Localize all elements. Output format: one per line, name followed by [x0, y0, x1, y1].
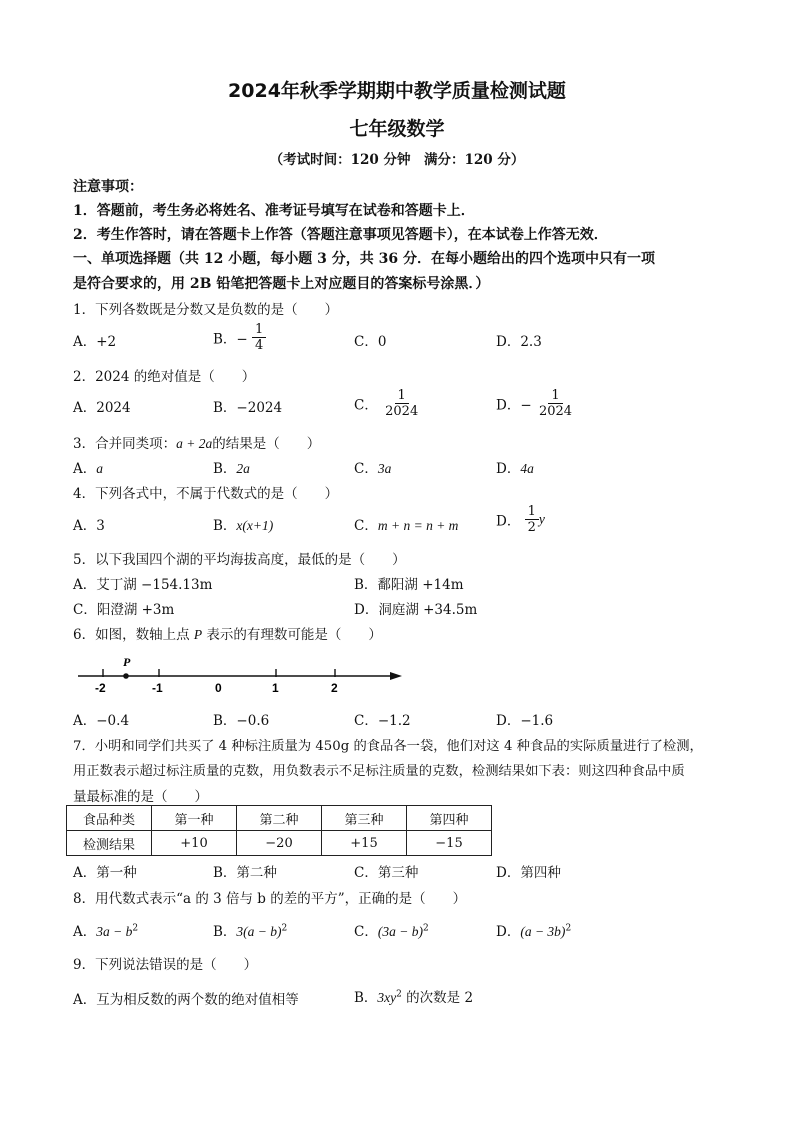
q7-line3: 量最标准的是（ ）: [73, 789, 208, 805]
q4-c-label: C．: [354, 518, 378, 534]
q2-option-c-fraction: [382, 388, 421, 419]
q5-option-a: A．艾丁湖 −154.13m: [73, 577, 213, 593]
point-p-dot: [123, 673, 129, 679]
q3-c-label: C．: [354, 461, 378, 477]
q9-b-label: B．: [354, 990, 378, 1006]
q5-stem: 5．以下我国四个湖的平均海拔高度，最低的是（ ）: [73, 552, 406, 568]
q6-stem-var: P: [193, 627, 203, 642]
q7-line2: 用正数表示超过标注质量的克数，用负数表示不足标注质量的克数，检测结果如下表：则这四种食品中质: [73, 764, 685, 779]
q4-d-var: y: [538, 511, 545, 527]
q3-option-c: [354, 457, 391, 477]
table-header-cell: 食品种类: [67, 806, 152, 831]
table-header-cell: 第一种: [152, 806, 237, 831]
q8-option-b: [213, 920, 287, 940]
q4-stem: 4．下列各式中，不属于代数式的是（ ）: [73, 486, 339, 502]
number-line-figure: [70, 650, 410, 698]
q8-c-exponent: 2: [422, 923, 429, 934]
q1-option-b-fraction: [252, 322, 266, 353]
q9-b-math: 3xy: [377, 990, 397, 1005]
q3-option-a: [73, 457, 103, 477]
table-header-cell: 第二种: [237, 806, 322, 831]
q6-stem-b: 表示的有理数可能是（ ）: [202, 627, 382, 643]
table-cell: +15: [322, 831, 407, 856]
notes-heading: 注意事项：: [73, 179, 143, 195]
q4-option-c: [354, 514, 458, 534]
q3-b-value: 2a: [236, 461, 250, 476]
q2-c-denominator: 2024: [385, 404, 419, 419]
table-cell: −15: [407, 831, 492, 856]
q3-a-label: A．: [73, 461, 97, 477]
table-cell: 检测结果: [67, 831, 152, 856]
q3-option-d: [496, 457, 534, 477]
section1-line1: 一、单项选择题（共 12 小题，每小题 3 分，共 36 分．在每小题给出的四个选项中只有一项: [73, 251, 655, 267]
q3-a-value: a: [96, 461, 103, 476]
point-p-label: P: [123, 655, 131, 669]
q1-option-d: D．2.3: [496, 334, 542, 350]
q3-c-value: 3a: [377, 461, 392, 476]
q3-option-b: [213, 457, 250, 477]
q4-b-label: B．: [213, 518, 237, 534]
q3-stem: [73, 432, 320, 452]
note-item-2: 2．考生作答时，请在答题卡上作答（答题注意事项见答题卡），在本试卷上作答无效．: [73, 227, 608, 243]
tick-label: 1: [272, 681, 279, 695]
q2-option-a: A．2024: [73, 400, 131, 416]
q9-option-a: A．互为相反数的两个数的绝对值相等: [73, 992, 299, 1008]
q8-a-label: A．: [73, 924, 97, 940]
q3-stem-math: a + 2a: [176, 436, 213, 451]
table-header-cell: 第三种: [322, 806, 407, 831]
q8-option-a: [73, 920, 138, 940]
q3-d-label: D．: [496, 461, 521, 477]
q1-option-c: C．0: [354, 334, 387, 350]
q8-b-label: B．: [213, 924, 237, 940]
q8-b-value: 3(a − b): [236, 924, 282, 939]
exam-title: 2024年秋季学期期中教学质量检测试题: [228, 80, 566, 102]
q7-option-a: A．第一种: [73, 865, 137, 881]
table-row: [67, 831, 492, 856]
q2-d-numerator: 1: [548, 388, 562, 404]
q2-option-c: [354, 388, 421, 419]
q7-option-b: B．第二种: [213, 865, 277, 881]
q3-stem-end: 的结果是（ ）: [212, 436, 321, 452]
q5-option-b: B．鄱阳湖 +14m: [354, 577, 464, 593]
exam-subtitle: 七年级数学: [349, 118, 445, 140]
q9-stem: 9．下列说法错误的是（ ）: [73, 957, 258, 973]
q8-d-exponent: 2: [565, 923, 572, 934]
q8-c-value: (3a − b): [377, 924, 423, 939]
q8-d-value: (a − 3b): [520, 924, 566, 939]
q5-option-d: D．洞庭湖 +34.5m: [354, 602, 478, 618]
q8-stem: 8．用代数式表示“a 的 3 倍与 b 的差的平方”，正确的是（ ）: [73, 891, 467, 907]
q8-c-label: C．: [354, 924, 378, 940]
q4-b-value: x(x+1): [236, 518, 274, 533]
q1-b-denominator: 4: [255, 338, 264, 353]
table-cell: +10: [152, 831, 237, 856]
q2-d-denominator: 2024: [538, 404, 573, 419]
q2-c-numerator: 1: [395, 388, 409, 404]
q9-b-end: 的次数是 2: [401, 990, 474, 1006]
q8-a-value: 3a − b: [96, 924, 133, 939]
q2-option-d: [496, 388, 575, 419]
q1-option-a: A．+2: [73, 334, 117, 350]
table-cell: −20: [237, 831, 322, 856]
q6-option-a: A．−0.4: [73, 713, 130, 729]
tick-label: -2: [95, 681, 106, 695]
q6-option-b: B．−0.6: [213, 713, 270, 729]
q4-option-d: [496, 504, 545, 535]
q2-stem: 2．2024 的绝对值是（ ）: [73, 369, 256, 385]
q3-b-label: B．: [213, 461, 237, 477]
q5-option-c: C．阳澄湖 +3m: [73, 602, 175, 618]
q2-option-b: B．−2024: [213, 400, 283, 416]
q2-option-c-prefix: C．: [354, 397, 378, 414]
number-line-arrow: [390, 672, 402, 680]
q4-option-a: A．3: [73, 518, 105, 534]
q6-option-d: D．−1.6: [496, 713, 554, 729]
section1-line2: 是符合要求的，用 2B 铅笔把答题卡上对应题目的答案标号涂黑．）: [73, 276, 490, 292]
tick-label: 2: [331, 681, 338, 695]
tick-label: 0: [215, 681, 222, 695]
note-item-1: 1．答题前，考生务必将姓名、准考证号填写在试卷和答题卡上．: [73, 203, 475, 219]
q2-option-d-prefix: D．−: [496, 397, 532, 414]
q8-option-d: [496, 920, 571, 940]
q4-option-b: [213, 514, 273, 534]
q1-option-b: [213, 322, 266, 353]
q8-option-c: [354, 920, 429, 940]
q1-stem: 1．下列各数既是分数又是负数的是（ ）: [73, 302, 339, 318]
q6-stem: [73, 623, 382, 643]
tick-label: -1: [152, 681, 163, 695]
q4-d-denominator: 2: [527, 520, 536, 535]
q6-option-c: C．−1.2: [354, 713, 411, 729]
q4-d-numerator: 1: [525, 504, 539, 520]
q7-line1: 7．小明和同学们共买了 4 种标注质量为 450g 的食品各一袋，他们对这 4 种食品的实际质量进行了检测，: [73, 739, 703, 754]
q3-d-value: 4a: [520, 461, 534, 476]
q2-option-d-fraction: [536, 388, 575, 419]
table-header-cell: 第四种: [407, 806, 492, 831]
q9-b-exponent: 2: [396, 989, 402, 1000]
q7-option-d: D．第四种: [496, 865, 561, 881]
q9-option-b: [354, 986, 473, 1006]
q8-d-label: D．: [496, 924, 521, 940]
q3-stem-text: 3．合并同类项：: [73, 436, 177, 452]
q4-d-label: D．: [496, 513, 521, 530]
table-header-row: [67, 806, 492, 831]
exam-info: （考试时间：120 分钟 满分：120 分）: [269, 152, 525, 168]
q4-d-fraction: [525, 504, 539, 535]
q1-b-numerator: 1: [252, 322, 266, 338]
q7-option-c: C．第三种: [354, 865, 419, 881]
q6-stem-a: 6．如图，数轴上点: [73, 627, 194, 643]
q4-c-value: m + n = n + m: [377, 518, 459, 533]
q8-b-exponent: 2: [281, 923, 288, 934]
q1-option-b-prefix: B．−: [213, 331, 248, 348]
q8-a-exponent: 2: [132, 923, 139, 934]
q7-results-table: [66, 805, 492, 856]
